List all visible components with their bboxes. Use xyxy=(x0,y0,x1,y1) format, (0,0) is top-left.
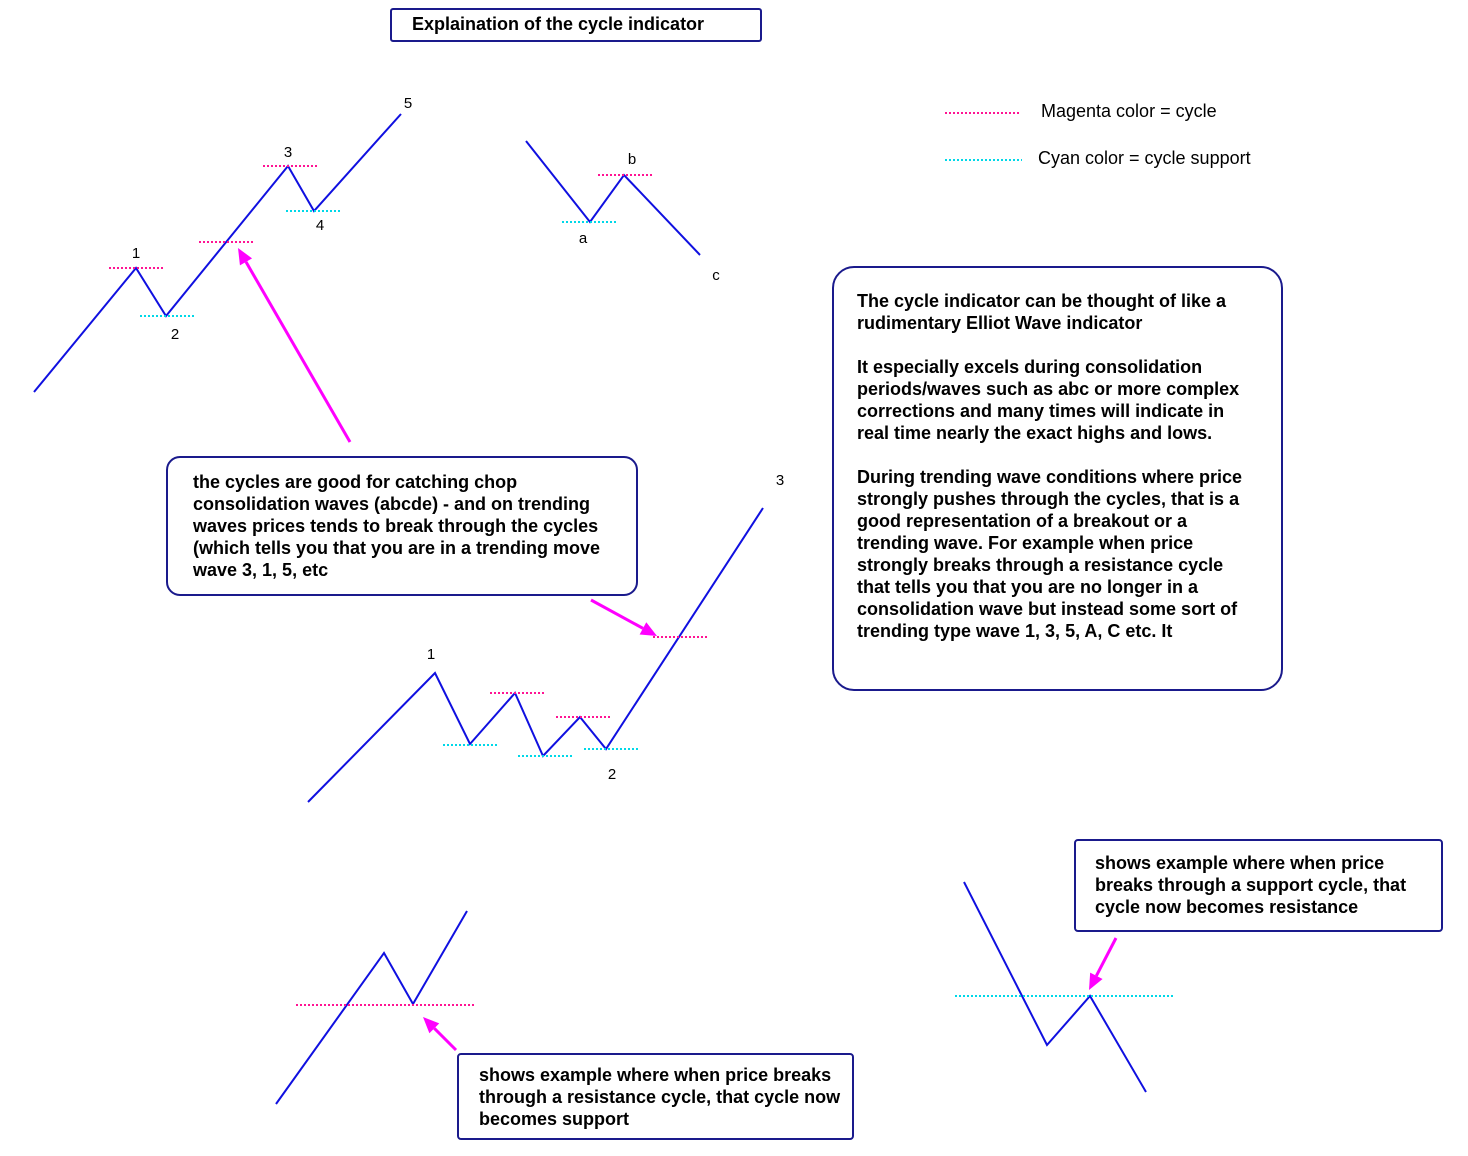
magenta-arrow xyxy=(591,600,643,628)
price-wave-line xyxy=(34,114,401,392)
note-support-becomes-resistance: shows example where when price breaks through a support cycle, that cycle now becomes resistance xyxy=(1074,839,1443,932)
wave-label: 5 xyxy=(403,95,413,112)
wave-label: b xyxy=(627,151,637,168)
wave-label: 1 xyxy=(426,646,436,663)
wave-label: 4 xyxy=(315,217,325,234)
note-resistance-becomes-support: shows example where when price breaks through a resistance cycle, that cycle now becomes support xyxy=(457,1053,854,1140)
note-chop-consolidation: the cycles are good for catching chop consolidation waves (abcde) - and on trending waves prices tends to break through the cycles (which tells you that you are in a trending move wave 3, 1, 5, etc xyxy=(166,456,638,596)
price-wave-line xyxy=(526,141,700,255)
info-paragraph: The cycle indicator can be thought of like a rudimentary Elliot Wave indicator xyxy=(857,291,1227,333)
wave-label: 2 xyxy=(170,326,180,343)
info-box xyxy=(832,266,1283,691)
magenta-arrow xyxy=(246,262,350,442)
wave-label: c xyxy=(712,267,720,284)
legend-cycle-label: Magenta color = cycle xyxy=(1041,101,1217,121)
price-wave-line xyxy=(276,911,467,1104)
wave-label: 2 xyxy=(607,766,617,783)
magenta-arrow xyxy=(434,1028,456,1050)
wave-label: 3 xyxy=(775,472,785,489)
wave-label: a xyxy=(578,230,588,247)
info-paragraph: During trending wave conditions where price strongly pushes through the cycles, that is a good representation of a breakout or a trending wave. For example when price strongly breaks through a resistance cycle that tells you that you are no longer in a consolidation wave but instead some sort of trending type wave 1, 3, 5, A, C etc. It xyxy=(857,467,1243,641)
info-paragraph: It especially excels during consolidation periods/waves such as abc or more complex corrections and many times will indicate in real time nearly the exact highs and lows. xyxy=(857,357,1240,443)
page-title: Explaination of the cycle indicator xyxy=(390,8,762,42)
wave-label: 3 xyxy=(283,144,293,161)
wave-label: 1 xyxy=(131,245,141,262)
magenta-arrow xyxy=(1096,938,1116,976)
legend-support-label: Cyan color = cycle support xyxy=(1038,148,1251,168)
